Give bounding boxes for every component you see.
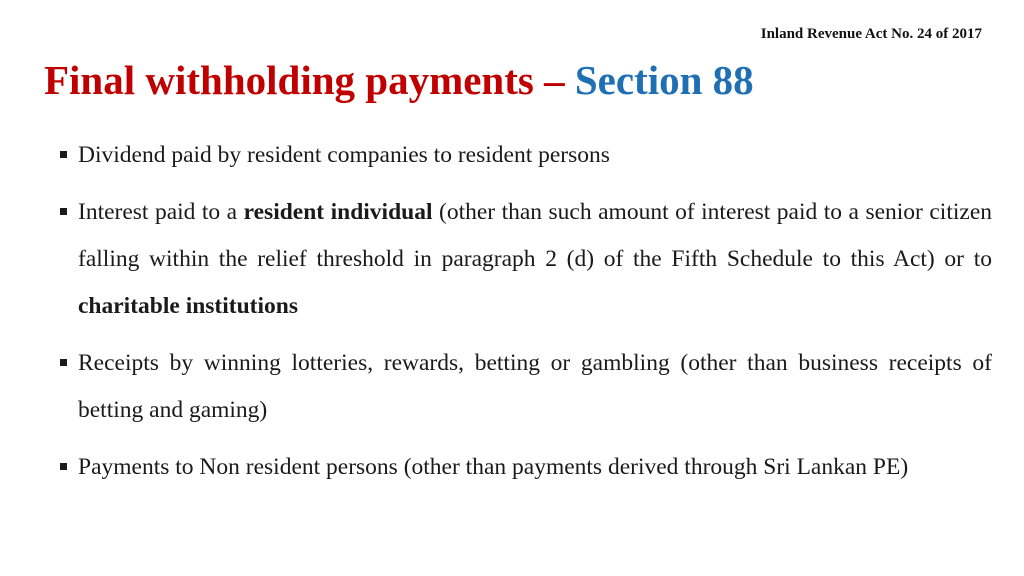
square-bullet-icon	[60, 208, 67, 215]
bullet-list	[56, 132, 992, 501]
bullet-interest-bold-1: resident individual	[243, 199, 433, 225]
title-main: Final withholding payments –	[44, 57, 575, 103]
bullet-nonresident-text: Payments to Non resident persons (other than payments derived through Sri Lankan PE)	[78, 454, 909, 480]
bullet-interest-bold-2: charitable institutions	[78, 293, 299, 319]
act-reference: Inland Revenue Act No. 24 of 2017	[760, 26, 982, 42]
bullet-dividend	[56, 132, 992, 179]
bullet-receipts	[56, 340, 992, 434]
bullet-dividend-text: Dividend paid by resident companies to resident persons	[78, 142, 610, 168]
square-bullet-icon	[60, 359, 67, 366]
bullet-interest-text-2: (other than such amount of interest paid to a senior citizen falling within the relief threshold in paragraph 2 (d) of the Fifth Schedule to this Act) or to	[78, 199, 992, 272]
square-bullet-icon	[60, 151, 67, 158]
square-bullet-icon	[60, 463, 67, 470]
title-section: Section 88	[574, 57, 754, 103]
bullet-nonresident	[56, 444, 992, 491]
bullet-interest	[56, 189, 992, 330]
slide-title	[44, 56, 754, 105]
bullet-receipts-text: Receipts by winning lotteries, rewards, betting or gambling (other than business receipts of betting and gaming)	[78, 350, 992, 423]
bullet-interest-text-1: Interest paid to a	[78, 199, 244, 225]
